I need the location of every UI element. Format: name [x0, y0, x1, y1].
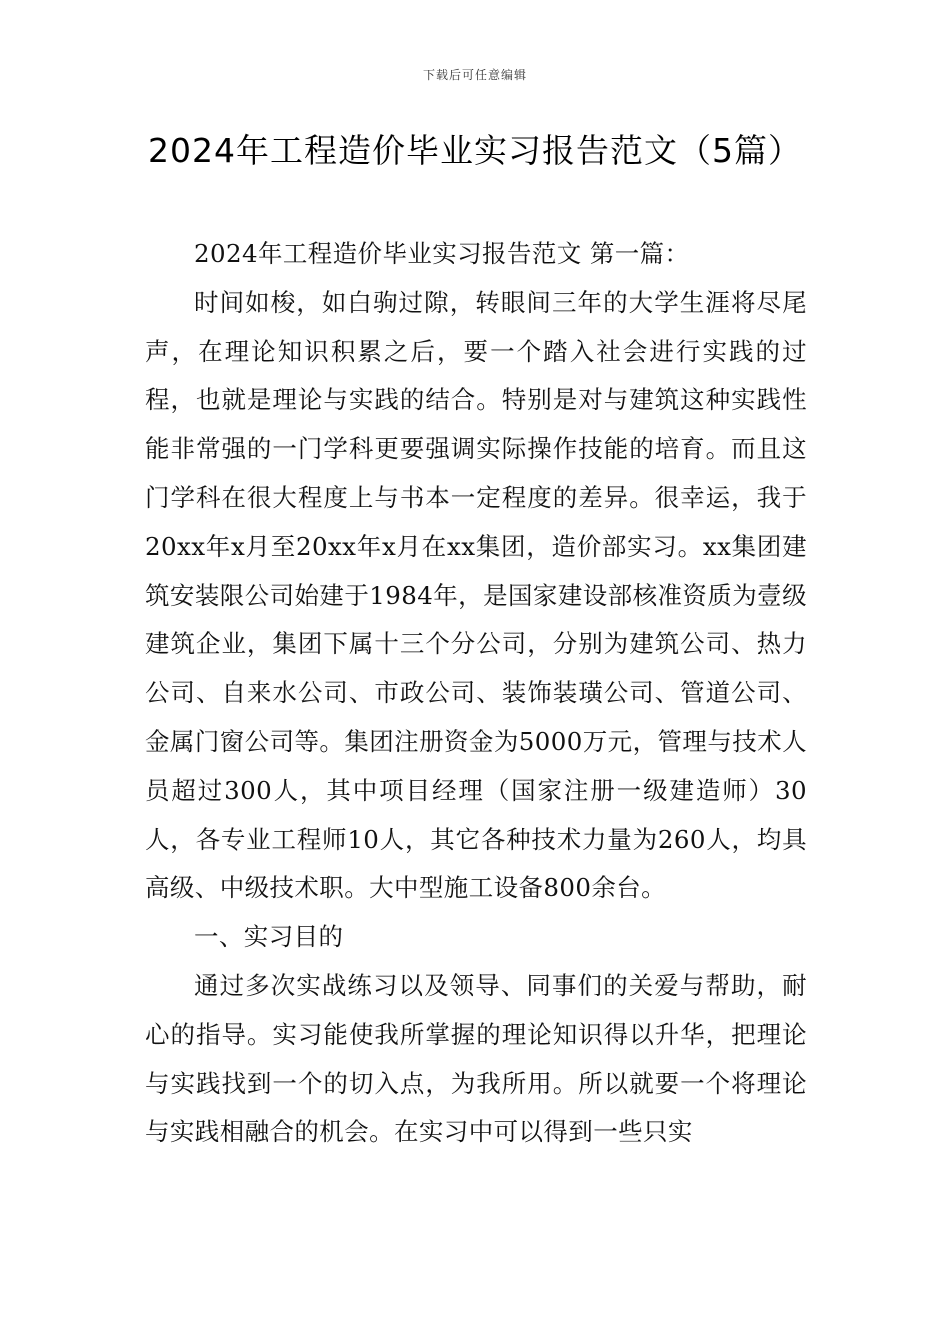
chapter-subtitle: 2024年工程造价毕业实习报告范文 第一篇：	[194, 239, 690, 268]
section-paragraph: 通过多次实战练习以及领导、同事们的关爱与帮助，耐心的指导。实习能使我所掌握的理论知识得以升华，把理论与实践找到一个的切入点，为我所用。所以就要一个将理论与实践相融合的机会。在实习中可以得到一些只实	[145, 970, 807, 1147]
section-heading: 一、实习目的	[194, 922, 344, 952]
body-paragraph: 时间如梭，如白驹过隙，转眼间三年的大学生涯将尽尾声，在理论知识积累之后，要一个踏入社会进行实践的过程，也就是理论与实践的结合。特别是对与建筑这种实践性能非常强的一门学科更要强调实际操作技能的培育。而且这门学科在很大程度上与书本一定程度的差异。很幸运，我于20xx年x月至20xx年x月在xx集团，造价部实习。xx集团建筑安装限公司始建于1984年，是国家建设部核准资质为壹级建筑企业，集团下属十三个分公司，分别为建筑公司、热力公司、自来水公司、市政公司、装饰装璜公司、管道公司、金属门窗公司等。集团注册资金为5000万元，管理与技术人员超过300人，其中项目经理（国家注册一级建造师）30人，各专业工程师10人，其它各种技术力量为260人，均具高级、中级技术职。大中型施工设备800余台。	[145, 287, 807, 903]
header-note: 下载后可任意编辑	[422, 68, 527, 82]
document-body	[145, 230, 807, 1157]
document-title: 2024年工程造价毕业实习报告范文（5篇）	[148, 131, 802, 170]
